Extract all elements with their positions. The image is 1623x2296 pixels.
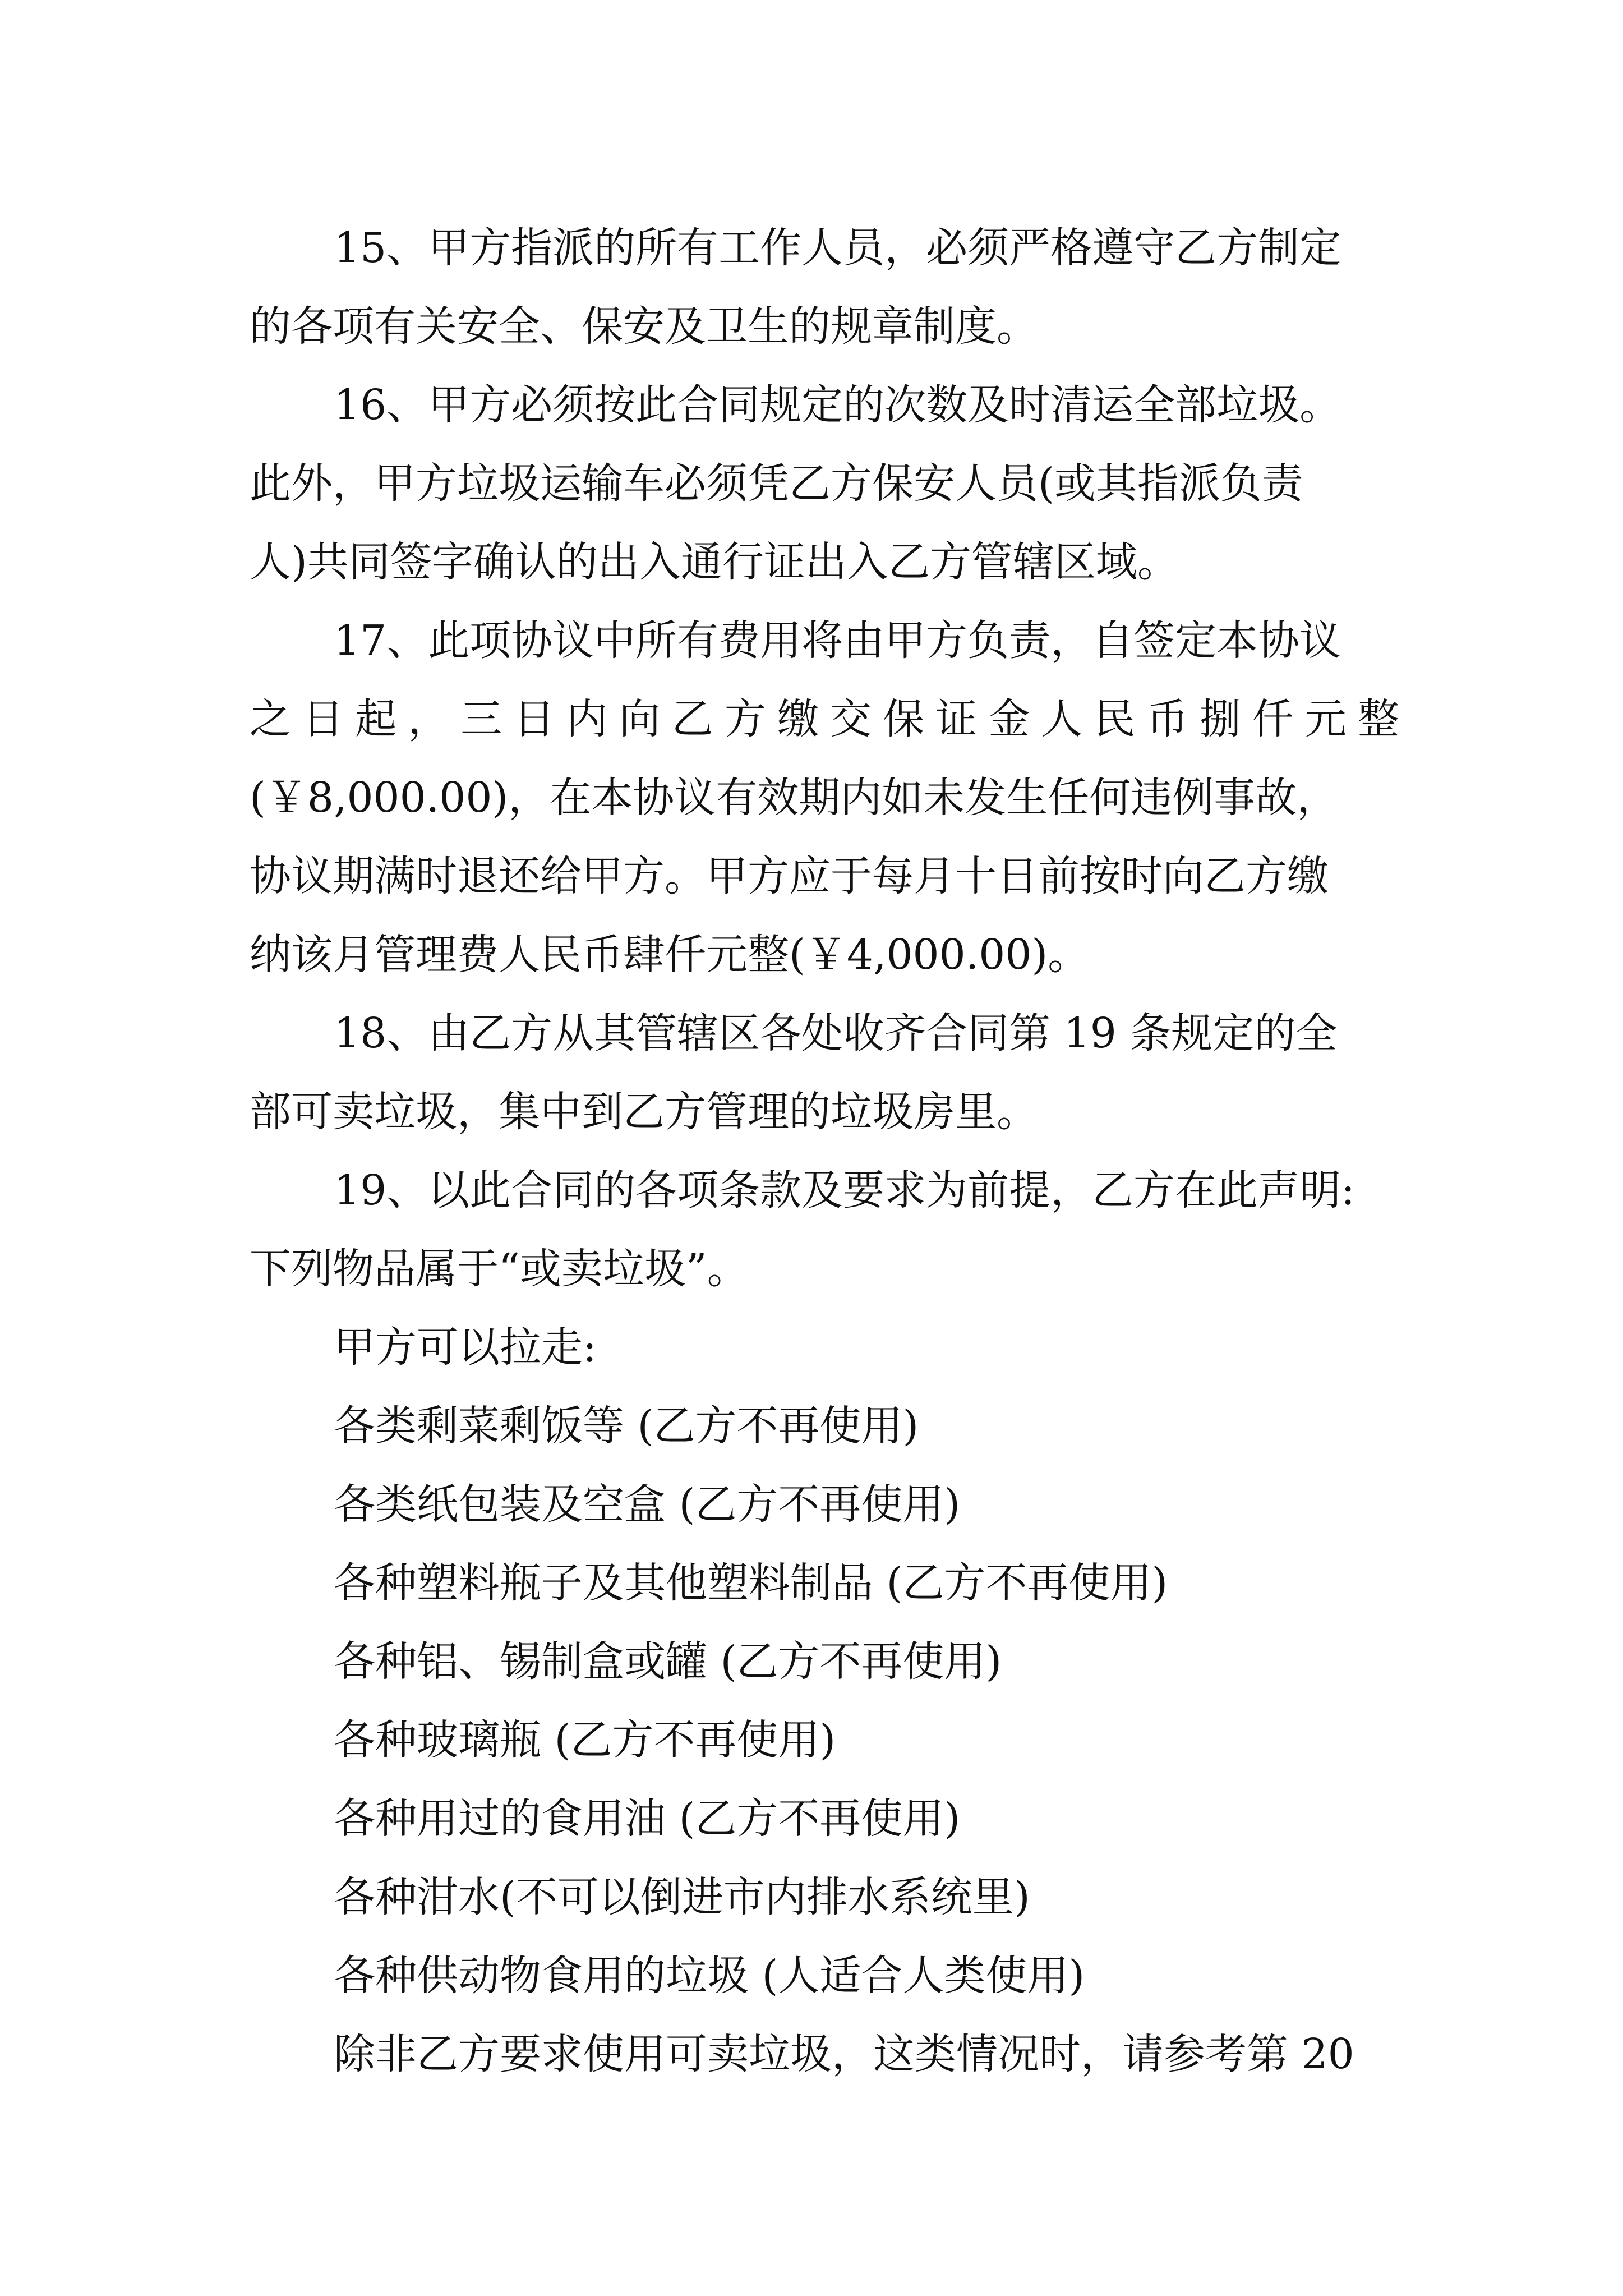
text-line: (￥8,000.00)，在本协议有效期内如未发生任何违例事故， — [250, 774, 1339, 822]
list-item: 各种玻璃瓶 (乙方不再使用) — [334, 1716, 836, 1764]
list-item: 各种用过的食用油 (乙方不再使用) — [334, 1795, 961, 1843]
sellable-waste-list — [250, 1308, 1399, 2093]
text-line: 协议期满时退还给甲方。甲方应于每月十日前按时向乙方缴 — [250, 852, 1329, 900]
text-line: 15、甲方指派的所有工作人员，必须严格遵守乙方制定 — [334, 224, 1341, 272]
list-item: 各类纸包装及空盒 (乙方不再使用) — [334, 1480, 961, 1529]
text-line: 此外，甲方垃圾运输车必须凭乙方保安人员(或其指派负责 — [250, 459, 1303, 508]
list-item: 各类剩菜剩饭等 (乙方不再使用) — [334, 1402, 919, 1450]
text-line: 的各项有关安全、保安及卫生的规章制度。 — [250, 302, 1038, 351]
clause-15 — [250, 209, 1399, 366]
clause-17 — [250, 601, 1399, 994]
document-body — [250, 209, 1399, 2093]
list-item: 各种供动物食用的垃圾 (人适合人类使用) — [334, 1952, 1085, 2000]
text-line: 纳该月管理费人民币肆仟元整(￥4,000.00)。 — [250, 931, 1090, 979]
text-line: 17、此项协议中所有费用将由甲方负责，自签定本协议 — [334, 616, 1341, 665]
clause-18 — [250, 994, 1399, 1151]
list-item: 各种铝、锡制盒或罐 (乙方不再使用) — [334, 1637, 1002, 1686]
text-line: 人)共同签字确认的出入通行证出入乙方管辖区域。 — [250, 538, 1179, 586]
text-line: 18、由乙方从其管辖区各处收齐合同第 19 条规定的全 — [334, 1009, 1338, 1057]
list-item: 除非乙方要求使用可卖垃圾，这类情况时，请参考第 20 — [334, 2030, 1354, 2078]
text-line: 之日起，三日内向乙方缴交保证金人民币捌仟元整 — [250, 695, 1399, 743]
list-intro: 甲方可以拉走: — [334, 1323, 597, 1372]
text-line: 16、甲方必须按此合同规定的次数及时清运全部垃圾。 — [334, 381, 1341, 429]
text-line: 下列物品属于“或卖垃圾”。 — [250, 1245, 749, 1293]
clause-19 — [250, 1151, 1399, 1308]
text-line: 19、以此合同的各项条款及要求为前提，乙方在此声明: — [334, 1166, 1355, 1214]
list-item: 各种泔水(不可以倒进市内排水系统里) — [334, 1873, 1030, 1921]
text-line: 部可卖垃圾，集中到乙方管理的垃圾房里。 — [250, 1088, 1038, 1136]
clause-16 — [250, 366, 1399, 601]
list-item: 各种塑料瓶子及其他塑料制品 (乙方不再使用) — [334, 1559, 1168, 1607]
